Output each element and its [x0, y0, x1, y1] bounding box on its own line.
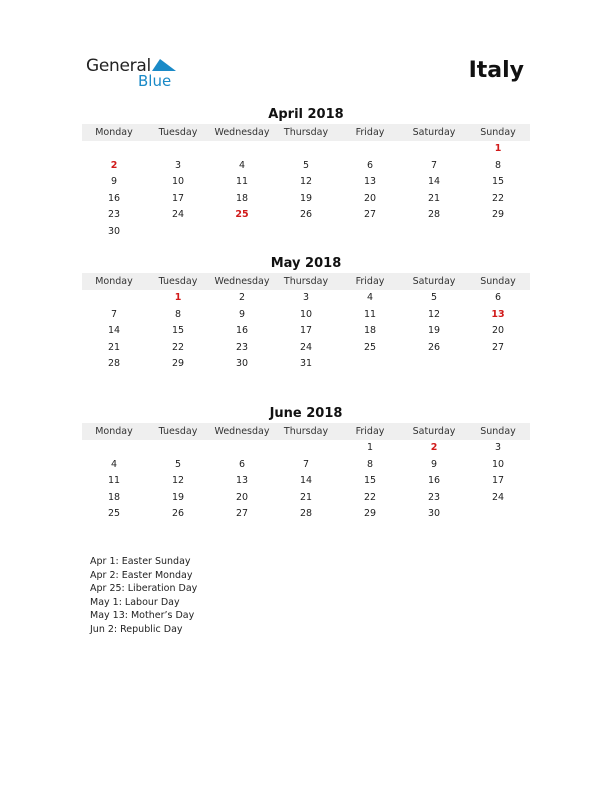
day-cell: 15 [171, 325, 185, 337]
holiday-item: Apr 2: Easter Monday [90, 569, 193, 581]
empty-day-cell [82, 141, 146, 158]
week-row [82, 440, 530, 457]
day-cell: 19 [171, 491, 185, 503]
day-cell: 4 [110, 458, 118, 470]
empty-day-cell [466, 224, 530, 241]
day-cell: 28 [107, 358, 121, 370]
day-cell: 28 [299, 508, 313, 520]
empty-day-cell [274, 440, 338, 457]
week-row [82, 457, 530, 474]
weekday-label: Wednesday [214, 426, 270, 437]
empty-day-cell [338, 356, 402, 373]
week-row [82, 207, 530, 224]
day-cell: 13 [491, 308, 505, 320]
day-cell: 23 [235, 341, 249, 353]
day-cell: 2 [110, 159, 118, 171]
day-cell: 20 [235, 491, 249, 503]
day-cell: 20 [491, 325, 505, 337]
day-cell: 19 [427, 325, 441, 337]
empty-day-cell [210, 440, 274, 457]
holiday-item: May 1: Labour Day [90, 596, 180, 608]
weekday-label: Thursday [283, 426, 329, 437]
day-cell: 10 [491, 458, 505, 470]
empty-day-cell [210, 141, 274, 158]
day-cell: 13 [235, 475, 249, 487]
day-cell: 12 [171, 475, 185, 487]
day-cell: 13 [363, 176, 377, 188]
day-cell: 19 [299, 192, 313, 204]
logo-general-text: General [86, 56, 151, 76]
day-cell: 30 [235, 358, 249, 370]
day-cell: 26 [299, 209, 313, 221]
day-cell: 6 [238, 458, 246, 470]
day-cell: 7 [430, 159, 438, 171]
day-cell: 1 [366, 442, 374, 453]
day-cell: 28 [427, 209, 441, 221]
day-cell: 10 [171, 176, 185, 188]
month-title: April 2018 [268, 107, 344, 122]
day-cell: 5 [174, 458, 182, 470]
day-cell: 8 [174, 308, 182, 320]
day-cell: 7 [110, 308, 118, 320]
empty-day-cell [146, 440, 210, 457]
holiday-item: Apr 1: Easter Sunday [90, 556, 191, 567]
week-row [82, 307, 530, 324]
day-cell: 12 [299, 176, 313, 188]
empty-day-cell [146, 224, 210, 241]
empty-day-cell [402, 356, 466, 373]
day-cell: 25 [363, 341, 377, 353]
day-cell: 17 [171, 192, 185, 204]
day-cell: 8 [494, 159, 502, 171]
empty-day-cell [466, 356, 530, 373]
weekday-label: Sunday [480, 127, 516, 138]
empty-day-cell [338, 141, 402, 158]
empty-day-cell [82, 290, 146, 307]
weekday-label: Saturday [412, 426, 456, 437]
weekday-header [82, 124, 530, 141]
day-cell: 6 [366, 159, 374, 171]
month-june [82, 405, 530, 523]
empty-day-cell [274, 224, 338, 241]
day-cell: 2 [430, 442, 438, 453]
day-cell: 25 [235, 209, 249, 221]
day-cell: 22 [363, 491, 377, 503]
day-cell: 9 [430, 458, 438, 470]
weekday-label: Friday [355, 276, 385, 287]
day-cell: 24 [299, 341, 313, 353]
weekday-label: Friday [355, 127, 385, 138]
weekday-header [82, 423, 530, 440]
day-cell: 24 [171, 209, 185, 221]
day-cell: 9 [110, 176, 118, 188]
day-cell: 11 [107, 475, 121, 487]
weekday-label: Thursday [283, 276, 329, 287]
week-row [82, 224, 530, 241]
day-cell: 25 [107, 508, 121, 520]
empty-day-cell [210, 224, 274, 241]
day-cell: 29 [491, 209, 505, 221]
day-cell: 14 [427, 176, 441, 188]
day-cell: 17 [491, 475, 505, 487]
logo-blue-text: Blue [138, 72, 172, 90]
day-cell: 16 [107, 192, 121, 204]
holiday-item: Apr 25: Liberation Day [90, 583, 198, 595]
empty-day-cell [402, 224, 466, 241]
holiday-item: May 13: Mother’s Day [90, 610, 195, 622]
day-cell: 10 [299, 308, 313, 320]
weekday-header [82, 273, 530, 290]
empty-day-cell [402, 141, 466, 158]
day-cell: 27 [491, 341, 505, 353]
weekday-label: Saturday [412, 276, 456, 287]
weekday-label: Saturday [412, 127, 456, 138]
weekday-label: Friday [355, 426, 385, 437]
day-cell: 15 [363, 475, 377, 487]
day-cell: 14 [107, 325, 121, 337]
day-cell: 1 [174, 292, 182, 303]
week-row [82, 473, 530, 490]
weekday-label: Monday [95, 127, 133, 138]
week-row [82, 174, 530, 191]
day-cell: 26 [427, 341, 441, 353]
day-cell: 15 [491, 176, 505, 188]
empty-day-cell [338, 224, 402, 241]
week-row [82, 158, 530, 175]
empty-day-cell [82, 440, 146, 457]
holiday-list [90, 555, 197, 637]
week-row [82, 490, 530, 507]
day-cell: 11 [363, 308, 377, 320]
day-cell: 5 [430, 292, 438, 303]
day-cell: 24 [491, 491, 505, 503]
country-title: Italy [468, 58, 524, 83]
day-cell: 6 [494, 292, 502, 303]
weekday-label: Sunday [480, 426, 516, 437]
day-cell: 27 [235, 508, 249, 520]
day-cell: 18 [235, 192, 249, 204]
day-cell: 29 [171, 358, 185, 370]
month-title: May 2018 [270, 256, 342, 271]
day-cell: 30 [427, 508, 441, 520]
day-cell: 8 [366, 458, 374, 470]
day-cell: 18 [363, 325, 377, 337]
day-cell: 17 [299, 325, 313, 337]
day-cell: 12 [427, 308, 441, 320]
logo-flag-icon [152, 59, 176, 71]
day-cell: 1 [494, 143, 502, 154]
week-row [82, 506, 530, 523]
empty-day-cell [274, 141, 338, 158]
day-cell: 4 [238, 159, 246, 171]
week-row [82, 356, 530, 373]
day-cell: 27 [363, 209, 377, 221]
day-cell: 16 [235, 325, 249, 337]
day-cell: 3 [174, 159, 182, 171]
weekday-label: Sunday [480, 276, 516, 287]
day-cell: 22 [491, 192, 505, 204]
day-cell: 4 [366, 292, 374, 303]
month-title: June 2018 [269, 406, 343, 421]
day-cell: 29 [363, 508, 377, 520]
day-cell: 23 [107, 209, 121, 221]
weekday-label: Thursday [283, 127, 329, 138]
day-cell: 20 [363, 192, 377, 204]
logo [86, 56, 186, 92]
day-cell: 5 [302, 159, 310, 171]
day-cell: 22 [171, 341, 185, 353]
day-cell: 3 [494, 442, 502, 453]
month-april [82, 106, 530, 241]
day-cell: 21 [427, 192, 441, 204]
week-row [82, 340, 530, 357]
weekday-label: Wednesday [214, 276, 270, 287]
weekday-label: Monday [95, 426, 133, 437]
day-cell: 23 [427, 491, 441, 503]
day-cell: 26 [171, 508, 185, 520]
day-cell: 11 [235, 176, 249, 188]
day-cell: 21 [107, 341, 121, 353]
day-cell: 18 [107, 491, 121, 503]
weekday-label: Tuesday [158, 426, 198, 437]
weekday-label: Tuesday [158, 127, 198, 138]
day-cell: 21 [299, 491, 313, 503]
week-row [82, 191, 530, 208]
day-cell: 9 [238, 308, 246, 320]
day-cell: 14 [299, 475, 313, 487]
empty-day-cell [146, 141, 210, 158]
day-cell: 2 [238, 292, 246, 303]
day-cell: 30 [107, 225, 121, 237]
day-cell: 7 [302, 458, 310, 470]
weekday-label: Monday [95, 276, 133, 287]
week-row [82, 290, 530, 307]
day-cell: 3 [302, 292, 310, 303]
day-cell: 16 [427, 475, 441, 487]
month-may [82, 255, 530, 373]
holiday-item: Jun 2: Republic Day [90, 623, 183, 635]
weekday-label: Wednesday [214, 127, 270, 138]
day-cell: 31 [299, 358, 313, 370]
week-row [82, 323, 530, 340]
week-row [82, 141, 530, 158]
empty-day-cell [466, 506, 530, 523]
weekday-label: Tuesday [158, 276, 198, 287]
